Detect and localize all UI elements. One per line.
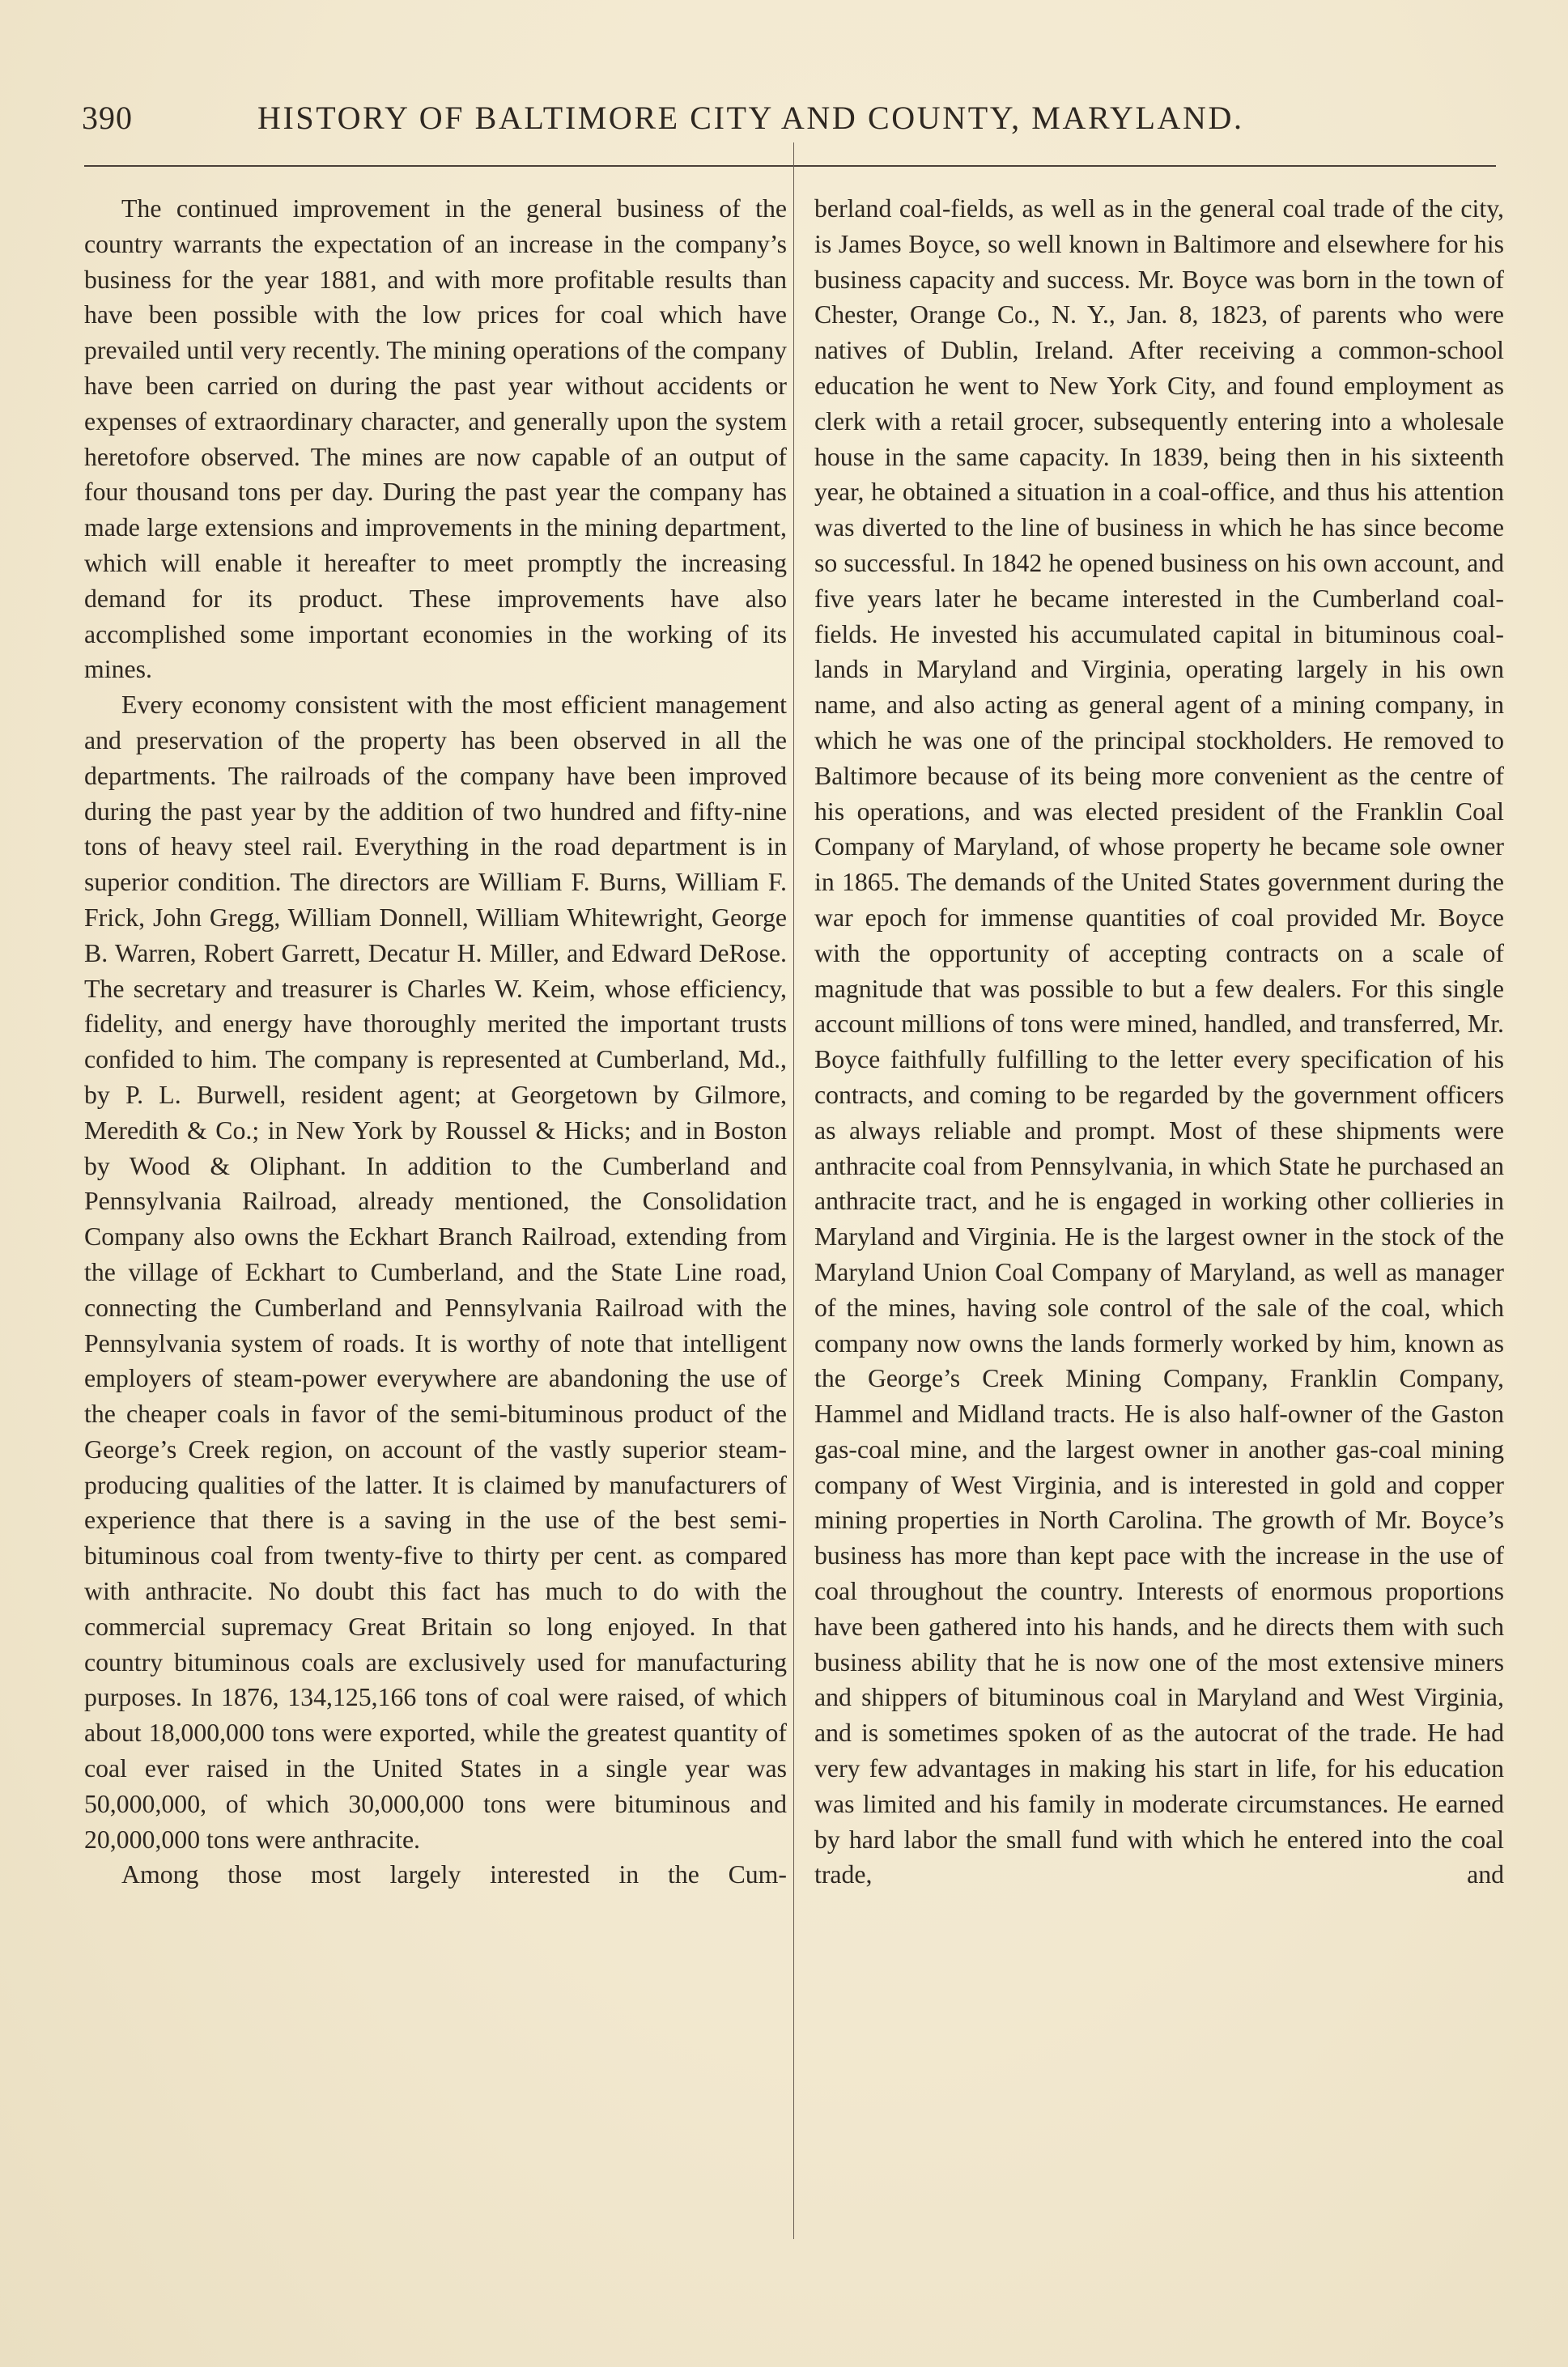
paragraph-company-outlook: The continued improvement in the general business of the country warrants the expectation of an increase in the company’s business for the year 1881, and with more profitable results than have been possible with the low prices for coal which have prevailed until very recently. The mining operations of the company have been carried on during the past year without accidents or expenses of extraordinary character, and generally upon the system heretofore observed. The mines are now capable of an output of four thousand tons per day. During the past year the company has made large extensions and improvements in the mining department, which will enable it hereafter to meet promptly the increasing demand for its product. These improvements have also accomplished some important economies in the working of its mines. <box>84 194 787 684</box>
page-number: 390 <box>82 100 133 136</box>
running-title: HISTORY OF BALTIMORE CITY AND COUNTY, MARYLAND. <box>257 100 1244 136</box>
column-divider <box>793 142 794 2239</box>
paragraph-among-interested: Among those most largely interested in the Cum- <box>121 1860 787 1889</box>
left-column <box>84 191 787 1893</box>
right-column <box>814 191 1504 1893</box>
paragraph-economy-directors: Every economy consistent with the most efficient management and preservation of the property has been observed in all the departments. The railroads of the company have been improved during the past year by the addition of two hundred and fifty-nine tons of heavy steel rail. Everything in the road department is in superior condition. The directors are William F. Burns, William F. Frick, John Gregg, William Donnell, William Whitewright, George B. Warren, Robert Garrett, Decatur H. Miller, and Edward DeRose. The secretary and treasurer is Charles W. Keim, whose efficiency, fidelity, and energy have thoroughly merited the important trusts confided to him. The company is represented at Cumberland, Md., by P. L. Burwell, resident agent; at Georgetown by Gilmore, Meredith & Co.; in New York by Roussel & Hicks; and in Boston by Wood & Oliphant. In addition to the Cumberland and Pennsylvania Railroad, already mentioned, the Consolidation Company also owns the Eckhart Branch Railroad, extending from the village of Eckhart to Cumberland, and the State Line road, connecting the Cumberland and Pennsylvania Railroad with the Pennsylvania system of roads. It is worthy of note that intelligent employers of steam-power everywhere are abandoning the use of the cheaper coals in favor of the semi-bituminous product of the George’s Creek region, on account of the vastly superior steam-producing qualities of the latter. It is claimed by manufacturers of experience that there is a saving in the use of the best semi-bituminous coal from twenty-five to thirty per cent. as compared with anthracite. No doubt this fact has much to do with the commercial supremacy Great Britain so long enjoyed. In that country bituminous coals are exclusively used for manufacturing purposes. In 1876, 134,125,166 tons of coal were raised, of which about 18,000,000 tons were exported, while the greatest quantity of coal ever raised in the United States in a single year was 50,000,000, of which 30,000,000 tons were bituminous and 20,000,000 tons were anthracite. <box>84 691 787 1854</box>
paragraph-james-boyce: berland coal-fields, as well as in the general coal trade of the city, is James Boyce, so well known in Baltimore and elsewhere for his business capacity and success. Mr. Boyce was born in the town of Chester, Orange Co., N. Y., Jan. 8, 1823, of parents who were natives of Dublin, Ireland. After receiving a common-school education he went to New York City, and found employment as clerk with a retail grocer, subsequently entering into a wholesale house in the same capacity. In 1839, being then in his sixteenth year, he obtained a situation in a coal-office, and thus his attention was diverted to the line of business in which he has since become so successful. In 1842 he opened business on his own account, and five years later he became interested in the Cumberland coal-fields. He invested his accumulated capital in bituminous coal-lands in Maryland and Virginia, operating largely in his own name, and also acting as general agent of a mining company, in which he was one of the principal stockholders. He removed to Baltimore because of its being more convenient as the centre of his operations, and was elected president of the Franklin Coal Company of Maryland, of whose property he became sole owner in 1865. The demands of the United States government during the war epoch for immense quantities of coal provided Mr. Boyce with the opportunity of accepting contracts on a scale of magnitude that was possible to but a few dealers. For this single account millions of tons were mined, handled, and transferred, Mr. Boyce faithfully fulfilling to the letter every specification of his contracts, and coming to be regarded by the government officers as always reliable and prompt. Most of these shipments were anthracite coal from Pennsylvania, in which State he purchased an anthracite tract, and he is engaged in working other collieries in Maryland and Virginia. He is the largest owner in the stock of the Maryland Union Coal Company of Maryland, as well as manager of the mines, having sole control of the sale of the coal, which company now owns the lands formerly worked by him, known as the George’s Creek Mining Company, Franklin Company, Hammel and Midland tracts. He is also half-owner of the Gaston gas-coal mine, and the largest owner in another gas-coal mining company of West Virginia, and is interested in gold and copper mining properties in North Carolina. The growth of Mr. Boyce’s business has more than kept pace with the increase in the use of coal throughout the country. Interests of enormous proportions have been gathered into his hands, and he directs them with such business ability that he is now one of the most extensive miners and shippers of bituminous coal in Maryland and West Virginia, and is sometimes spoken of as the autocrat of the trade. He had very few advantages in making his start in life, for his education was limited and his family in moderate circumstances. He earned by hard labor the small fund with which he entered into the coal trade, and <box>814 194 1504 1889</box>
header-rule <box>84 165 1496 167</box>
